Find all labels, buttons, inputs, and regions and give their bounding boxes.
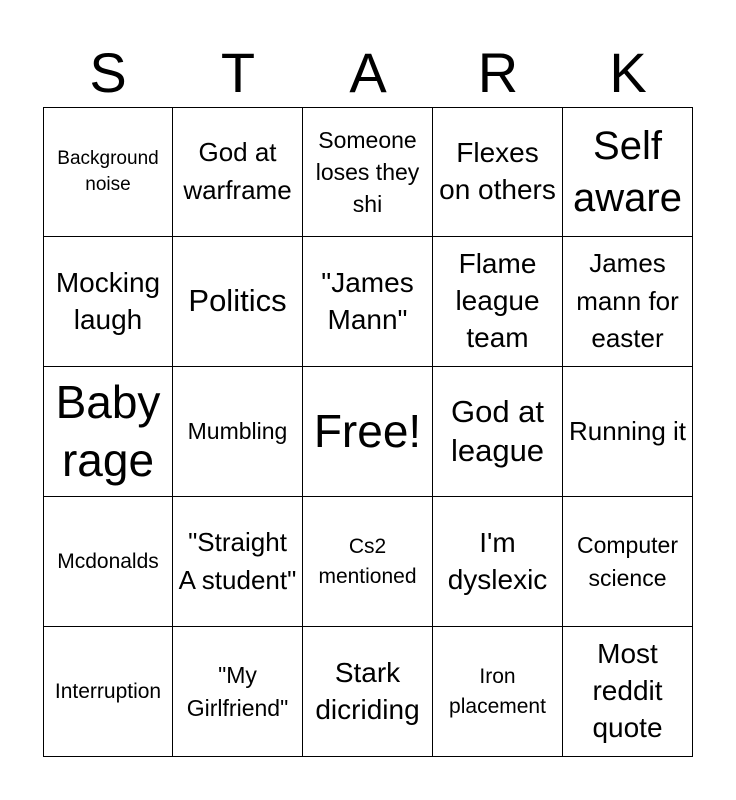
cell-text: Someone loses they shi (315, 126, 420, 218)
cell-text: Most reddit quote (592, 638, 663, 743)
cell-text: Mcdonalds (57, 549, 159, 573)
bingo-cell-computer-science[interactable] (563, 497, 693, 627)
bingo-cell-mcdonalds[interactable] (43, 497, 173, 627)
cell-text: Politics (188, 283, 287, 319)
header-letter-a: A (349, 41, 387, 104)
cell-text: Baby rage (55, 376, 161, 486)
cell-text: Flame league team (455, 248, 540, 353)
bingo-cell-running-it[interactable] (563, 367, 693, 497)
cell-text: Running it (568, 415, 687, 446)
cell-text: Background noise (57, 148, 159, 195)
header-letter-s: S (89, 41, 127, 104)
bingo-board (43, 107, 693, 757)
bingo-cell-free-space[interactable] (303, 367, 433, 497)
bingo-cell-james-mann[interactable] (303, 237, 433, 367)
bingo-cell-most-reddit-quote[interactable] (563, 627, 693, 757)
bingo-header (43, 40, 693, 106)
cell-text: Computer science (577, 532, 678, 591)
bingo-cell-politics[interactable] (173, 237, 303, 367)
bingo-cell-god-at-warframe[interactable] (173, 107, 303, 237)
cell-text: God at league (450, 393, 545, 468)
bingo-cell-james-mann-for-easter[interactable] (563, 237, 693, 367)
bingo-cell-im-dyslexic[interactable] (433, 497, 563, 627)
header-letter-r: R (477, 41, 519, 104)
cell-text: Cs2 mentioned (318, 535, 417, 588)
bingo-cell-straight-a-student[interactable] (173, 497, 303, 627)
cell-text: James mann for easter (576, 247, 679, 354)
bingo-cell-someone-loses-they-shi[interactable] (303, 107, 433, 237)
cell-text: Mocking laugh (55, 266, 161, 335)
bingo-cell-interruption[interactable] (43, 627, 173, 757)
cell-text: "My Girlfriend" (186, 662, 289, 721)
cell-text: Interruption (54, 679, 162, 703)
cell-text: Free! (313, 404, 422, 457)
bingo-cell-cs2-mentioned[interactable] (303, 497, 433, 627)
cell-text: Flexes on others (439, 137, 556, 205)
bingo-cell-self-aware[interactable] (563, 107, 693, 237)
cell-text: I'm dyslexic (447, 526, 548, 595)
cell-text: God at warframe (183, 137, 292, 205)
bingo-cell-background-noise[interactable] (43, 107, 173, 237)
cell-text: "James Mann" (321, 266, 414, 335)
cell-text: Self aware (573, 124, 682, 220)
header-letter-t: T (220, 41, 256, 104)
bingo-cell-mumbling[interactable] (173, 367, 303, 497)
bingo-cell-mocking-laugh[interactable] (43, 237, 173, 367)
bingo-cell-iron-placement[interactable] (433, 627, 563, 757)
bingo-cell-flexes-on-others[interactable] (433, 107, 563, 237)
header-letter-k: K (609, 41, 647, 104)
cell-text: "Straight A student" (178, 526, 297, 595)
bingo-cell-baby-rage[interactable] (43, 367, 173, 497)
cell-text: Mumbling (187, 418, 288, 445)
bingo-cell-stark-dicriding[interactable] (303, 627, 433, 757)
bingo-cell-flame-league-team[interactable] (433, 237, 563, 367)
bingo-cell-god-at-league[interactable] (433, 367, 563, 497)
cell-text: Iron placement (449, 665, 546, 718)
bingo-cell-my-girlfriend[interactable] (173, 627, 303, 757)
cell-text: Stark dicriding (315, 656, 420, 725)
